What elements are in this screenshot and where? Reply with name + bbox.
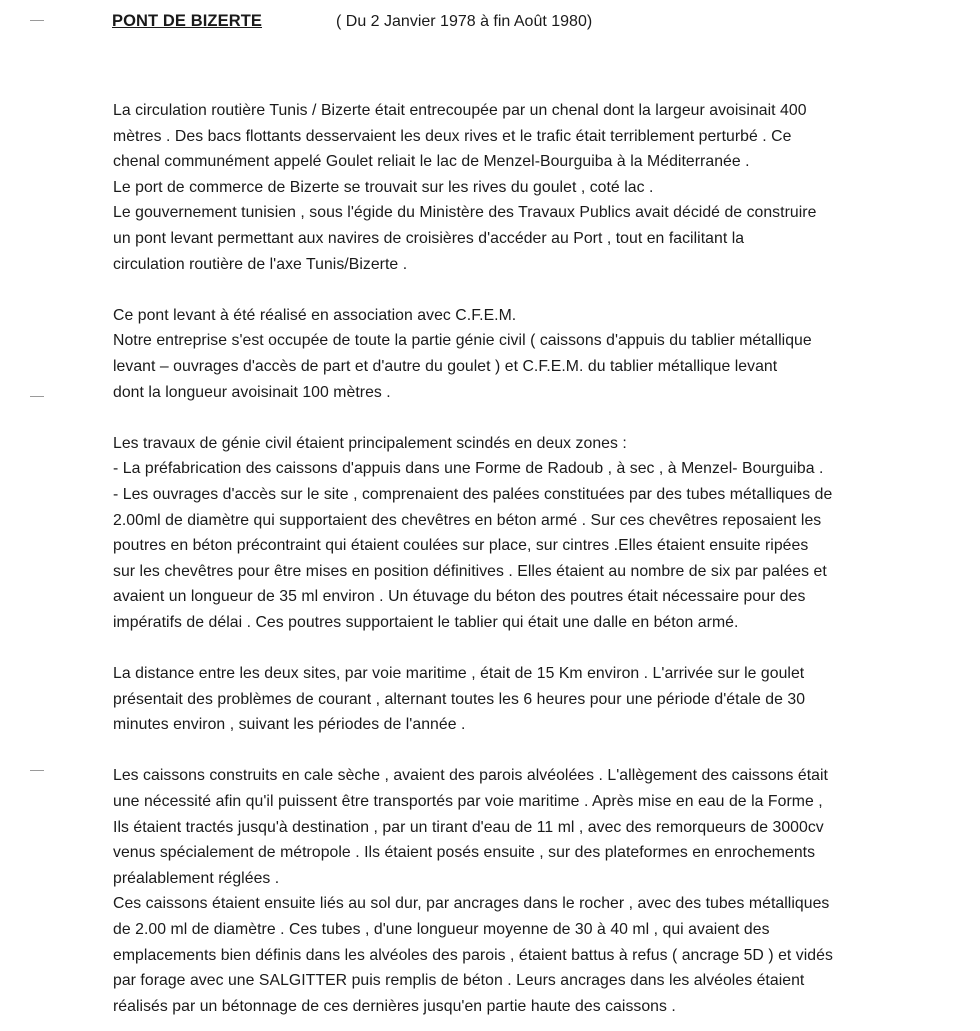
body-line: Le port de commerce de Bizerte se trouvait sur les rives du goulet , coté lac .: [113, 178, 654, 196]
body-line: Ce pont levant à été réalisé en association avec C.F.E.M.: [113, 306, 517, 324]
body-line: venus spécialement de métropole . Ils étaient posés ensuite , sur des plateformes en enrochements: [113, 844, 816, 862]
paragraph-caissons: [113, 763, 873, 1019]
body-line: circulation routière de l'axe Tunis/Bizerte .: [113, 255, 408, 273]
body-line: Ils étaient tractés jusqu'à destination , par un tirant d'eau de 11 ml , avec des remorqueurs de 3000cv: [113, 818, 824, 836]
document-body: [113, 98, 873, 1019]
paragraph-context: [113, 98, 873, 277]
body-line: - Les ouvrages d'accès sur le site , comprenaient des palées constituées par des tubes métalliques de: [113, 485, 833, 503]
body-line: présentait des problèmes de courant , alternant toutes les 6 heures pour une période d'étale de 30: [113, 690, 806, 708]
body-line: Notre entreprise s'est occupée de toute la partie génie civil ( caissons d'appuis du tablier métallique: [113, 332, 812, 350]
body-line: avaient un longueur de 35 ml environ . Un étuvage du béton des poutres était nécessaire pour des: [113, 588, 806, 606]
paragraph-gap: [113, 635, 873, 661]
body-line: Les caissons construits en cale sèche , avaient des parois alvéolées . L'allègement des caissons était: [113, 767, 828, 785]
body-line: La distance entre les deux sites, par voie maritime , était de 15 Km environ . L'arrivée sur le goulet: [113, 665, 805, 683]
document-title: PONT DE BIZERTE: [112, 12, 263, 30]
body-line: une nécessité afin qu'il puissent être transportés par voie maritime . Après mise en eau de la Forme ,: [113, 793, 823, 811]
body-line: Les travaux de génie civil étaient principalement scindés en deux zones :: [113, 434, 627, 452]
scan-mark-mid-left: [30, 396, 44, 397]
body-line: un pont levant permettant aux navires de croisières d'accéder au Port , tout en facilitant la: [113, 229, 745, 247]
body-line: sur les chevêtres pour être mises en position définitives . Elles étaient au nombre de six par palées et: [113, 562, 827, 580]
paragraph-gap: [113, 405, 873, 431]
body-line: emplacements bien définis dans les alvéoles des parois , étaient battus à refus ( ancrage 5D ) et vidés: [113, 946, 833, 964]
document-period: ( Du 2 Janvier 1978 à fin Août 1980): [336, 13, 593, 30]
body-line: poutres en béton précontraint qui étaient coulées sur place, sur cintres .Elles étaient ensuite ripées: [113, 537, 809, 555]
body-line: chenal communément appelé Goulet reliait le lac de Menzel-Bourguiba à la Méditerranée .: [113, 153, 750, 171]
body-line: Le gouvernement tunisien , sous l'égide du Ministère des Travaux Publics avait décidé de construire: [113, 204, 817, 222]
paragraph-partnership: [113, 303, 873, 405]
body-line: La circulation routière Tunis / Bizerte était entrecoupée par un chenal dont la largeur avoisinait 400: [113, 102, 807, 119]
body-line: dont la longueur avoisinait 100 mètres .: [113, 383, 391, 401]
body-line: de 2.00 ml de diamètre . Ces tubes , d'une longueur moyenne de 30 à 40 ml , qui avaient des: [113, 921, 770, 938]
paragraph-gap: [113, 277, 873, 303]
body-line: Ces caissons étaient ensuite liés au sol dur, par ancrages dans le rocher , avec des tubes métalliques: [113, 895, 830, 913]
body-line: 2.00ml de diamètre qui supportaient des chevêtres en béton armé . Sur ces chevêtres reposaient les: [113, 511, 822, 529]
body-line: réalisés par un bétonnage de ces dernières jusqu'en partie haute des caissons .: [113, 997, 676, 1015]
body-line: préalablement réglées .: [113, 869, 280, 887]
scan-mark-low-left: [30, 770, 44, 771]
paragraph-works: [113, 431, 873, 636]
paragraph-distance: [113, 661, 873, 738]
body-line: par forage avec une SALGITTER puis remplis de béton . Leurs ancrages dans les alvéoles étaient: [113, 972, 805, 990]
body-line: mètres . Des bacs flottants desservaient les deux rives et le trafic était terriblement perturbé . Ce: [113, 127, 792, 145]
body-line: minutes environ , suivant les périodes de l'année .: [113, 716, 466, 734]
paragraph-gap: [113, 738, 873, 764]
body-line: levant – ouvrages d'accès de part et d'autre du goulet ) et C.F.E.M. du tablier métallique levant: [113, 357, 778, 375]
body-line: impératifs de délai . Ces poutres supportaient le tablier qui était une dalle en béton armé.: [113, 613, 739, 631]
body-line: - La préfabrication des caissons d'appuis dans une Forme de Radoub , à sec , à Menzel- Bourguiba .: [113, 460, 824, 478]
scan-mark-top-left: [30, 20, 44, 21]
